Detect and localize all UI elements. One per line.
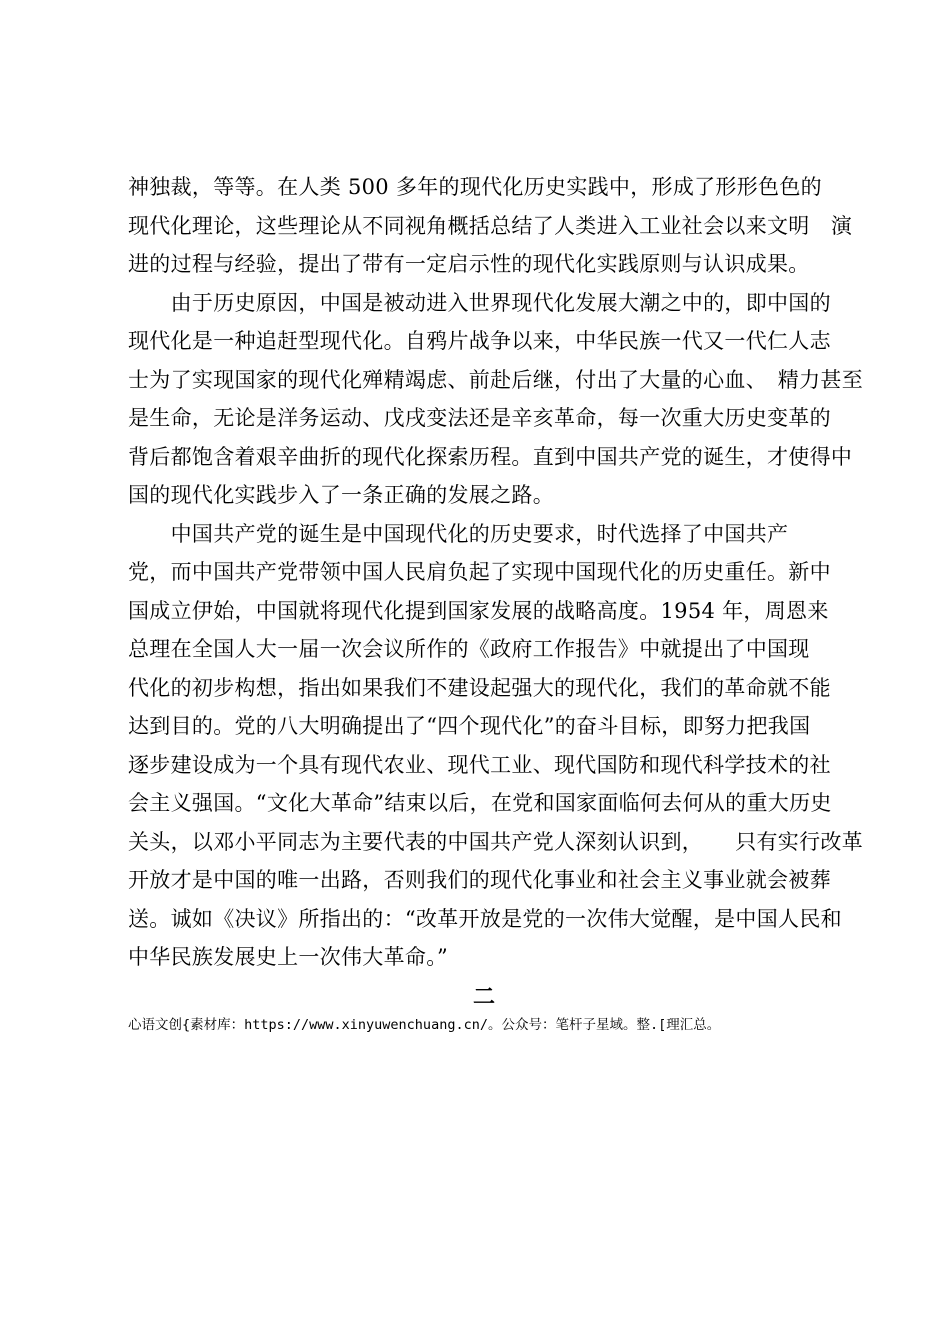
text-line: 开放才是中国的唯一出路，否则我们的现代化事业和社会主义事业就会被葬 (128, 868, 831, 892)
text-line: 中国共产党的诞生是中国现代化的历史要求，时代选择了中国共产 (128, 521, 789, 546)
text-line: 中华民族发展史上一次伟大革命。” (128, 945, 449, 969)
paragraph-1 (128, 168, 853, 284)
section-heading: 二 (472, 983, 495, 1010)
text-line: 达到目的。党的八大明确提出了“四个现代化”的奋斗目标，即努力把我国 (128, 714, 811, 738)
text-line: 背后都饱含着艰辛曲折的现代化探索历程。直到中国共产党的诞生，才使得中 (128, 444, 853, 469)
text-line: 送。诚如《决议》所指出的：“改革开放是党的一次伟大觉醒，是中国人民和 (128, 906, 842, 931)
footer-note: 心语文创{素材库：https://www.xinyuwenchuang.cn/。公众号：笔杆子星域。整.[理汇总。 (128, 1016, 721, 1033)
text-line: 代化的初步构想，指出如果我们不建设起强大的现代化，我们的革命就不能 (128, 675, 831, 700)
text-line: 关头，以邓小平同志为主要代表的中国共产党人深刻认识到， 只有实行改革 (128, 829, 863, 854)
text-line: 会主义强国。“文化大革命”结束以后，在党和国家面临何去何从的重大历史 (128, 791, 832, 815)
text-line: 现代化是一种追赶型现代化。自鸦片战争以来，中华民族一代又一代仁人志 (128, 329, 831, 353)
text-line: 逐步建设成为一个具有现代农业、现代工业、现代国防和现代科学技术的社 (128, 752, 831, 777)
paragraph-3 (128, 515, 863, 977)
text-line: 现代化理论，这些理论从不同视角概括总结了人类进入工业社会以来文明 演 (128, 213, 853, 238)
text-line: 国的现代化实践步入了一条正确的发展之路。 (128, 483, 554, 507)
paragraph-2 (128, 284, 863, 515)
text-line: 士为了实现国家的现代化殚精竭虑、前赴后继，付出了大量的心血、 精力甚至 (128, 367, 863, 392)
document-page (128, 168, 863, 1037)
text-line: 由于历史原因，中国是被动进入世界现代化发展大潮之中的，即中国的 (128, 290, 831, 315)
text-line: 是生命，无论是洋务运动、戊戌变法还是辛亥革命，每一次重大历史变革的 (128, 406, 831, 430)
text-line: 国成立伊始，中国就将现代化提到国家发展的战略高度。1954 年，周恩来 (128, 598, 829, 623)
text-line: 进的过程与经验，提出了带有一定启示性的现代化实践原则与认识成果。 (128, 252, 810, 276)
text-line: 神独裁，等等。在人类 500 多年的现代化历史实践中，形成了形形色色的 (128, 175, 822, 199)
text-line: 总理在全国人大一届一次会议所作的《政府工作报告》中就提出了中国现 (128, 637, 810, 661)
text-line: 党，而中国共产党带领中国人民肩负起了实现中国现代化的历史重任。新中 (128, 560, 831, 584)
